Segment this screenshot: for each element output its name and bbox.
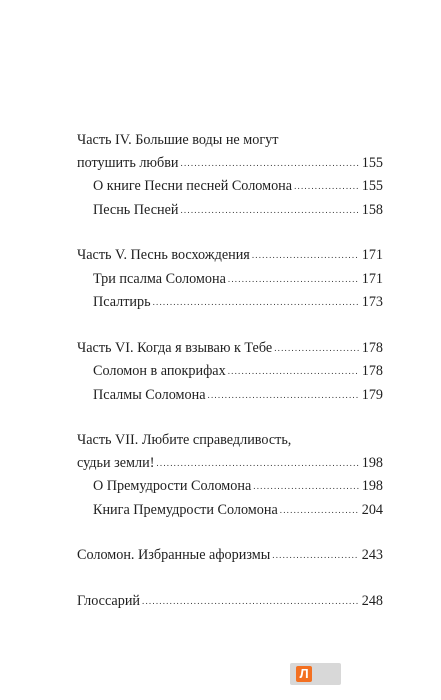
toc-page-number: 178 bbox=[361, 363, 383, 379]
toc-page-number: 155 bbox=[361, 178, 383, 194]
toc-item-title: Соломон в апокрифах bbox=[93, 363, 226, 379]
labirint-badge bbox=[290, 663, 341, 685]
toc-part-4 bbox=[77, 129, 383, 222]
toc-item[interactable] bbox=[77, 175, 383, 199]
table-of-contents bbox=[77, 129, 383, 635]
toc-page-number: 171 bbox=[361, 270, 383, 287]
toc-part-7-entry[interactable] bbox=[77, 452, 383, 476]
dot-leader bbox=[142, 590, 359, 613]
toc-part-7-title-line1: Часть VII. Любите справедливость, bbox=[77, 432, 292, 448]
toc-part-5 bbox=[77, 244, 383, 315]
labirint-logo-icon: Л bbox=[296, 666, 312, 682]
toc-page-number: 158 bbox=[361, 201, 383, 218]
toc-item-title: Псалмы Соломона bbox=[93, 386, 206, 403]
toc-item-title: О Премудрости Соломона bbox=[93, 478, 252, 494]
toc-glossary-entry[interactable] bbox=[77, 590, 383, 614]
toc-item-title: Три псалма Соломона bbox=[93, 270, 226, 287]
toc-item[interactable] bbox=[77, 268, 383, 292]
dot-leader bbox=[181, 152, 359, 175]
toc-page-number: 173 bbox=[361, 294, 383, 310]
toc-item-title: О книге Песни песней Соломона bbox=[93, 178, 293, 194]
dot-leader bbox=[180, 199, 358, 222]
dot-leader bbox=[252, 244, 359, 267]
toc-page-number: 243 bbox=[361, 547, 383, 563]
toc-item[interactable] bbox=[77, 475, 383, 499]
toc-aphorisms bbox=[77, 544, 383, 568]
dot-leader bbox=[274, 337, 359, 360]
toc-aphorisms-title: Соломон. Избранные афоризмы bbox=[77, 547, 271, 563]
toc-glossary bbox=[77, 590, 383, 614]
toc-item[interactable] bbox=[77, 291, 383, 315]
toc-item-title: Книга Премудрости Соломона bbox=[93, 501, 278, 518]
toc-part-4-title-line1: Часть IV. Большие воды не могут bbox=[77, 132, 279, 148]
toc-part-7 bbox=[77, 429, 383, 522]
dot-leader bbox=[253, 475, 358, 498]
toc-page-number: 204 bbox=[361, 501, 383, 518]
dot-leader bbox=[153, 291, 359, 314]
toc-part-4-entry[interactable] bbox=[77, 152, 383, 176]
toc-page-number: 171 bbox=[361, 247, 383, 263]
toc-part-6 bbox=[77, 337, 383, 408]
toc-part-5-title: Часть V. Песнь восхождения bbox=[77, 247, 250, 263]
toc-part-7-title-line2: судьи земли! bbox=[77, 454, 155, 471]
dot-leader bbox=[280, 499, 359, 522]
toc-page-number: 198 bbox=[361, 454, 383, 471]
toc-glossary-title: Глоссарий bbox=[77, 592, 141, 609]
dot-leader bbox=[228, 268, 359, 291]
dot-leader bbox=[208, 384, 359, 407]
toc-page-number: 179 bbox=[361, 386, 383, 403]
toc-part-5-entry[interactable] bbox=[77, 244, 383, 268]
toc-page-number: 248 bbox=[361, 592, 383, 609]
dot-leader bbox=[156, 452, 358, 475]
toc-page-number: 178 bbox=[361, 339, 383, 356]
toc-item[interactable] bbox=[77, 499, 383, 523]
dot-leader bbox=[228, 360, 359, 383]
toc-item[interactable] bbox=[77, 360, 383, 384]
toc-page-number: 155 bbox=[361, 154, 383, 171]
toc-item-title: Псалтирь bbox=[93, 294, 151, 310]
toc-part-6-title: Часть VI. Когда я взываю к Тебе bbox=[77, 339, 273, 356]
toc-item-title: Песнь Песней bbox=[93, 201, 179, 218]
toc-part-6-entry[interactable] bbox=[77, 337, 383, 361]
toc-item[interactable] bbox=[77, 384, 383, 408]
toc-aphorisms-entry[interactable] bbox=[77, 544, 383, 568]
toc-part-4-title-line2: потушить любви bbox=[77, 154, 179, 171]
toc-item[interactable] bbox=[77, 199, 383, 223]
dot-leader bbox=[294, 175, 359, 198]
toc-page-number: 198 bbox=[361, 478, 383, 494]
dot-leader bbox=[272, 544, 358, 567]
